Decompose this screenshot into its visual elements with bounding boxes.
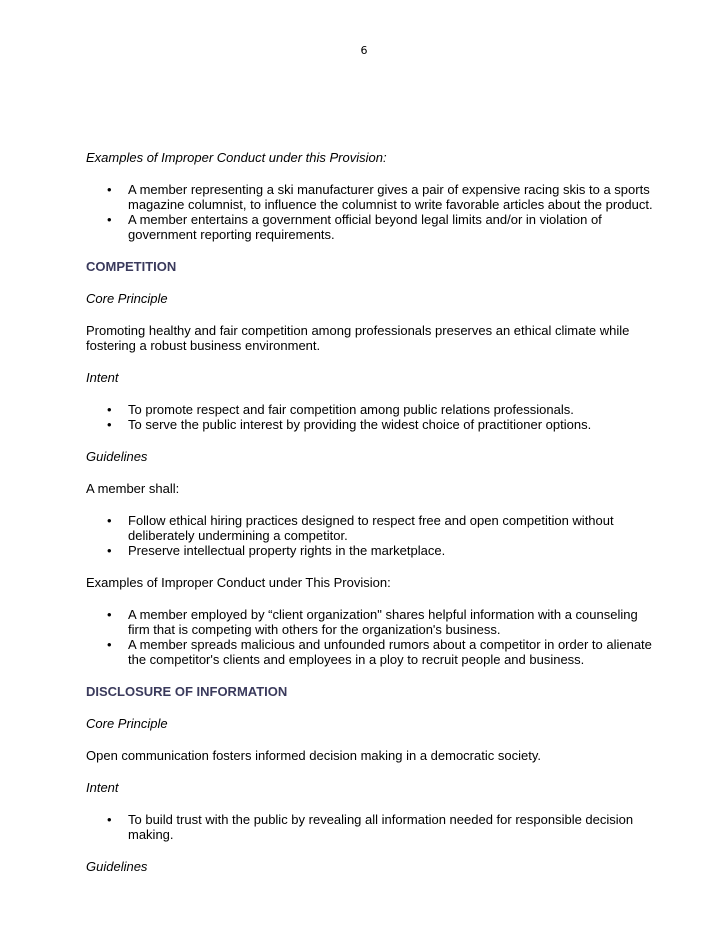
list-item-text: A member employed by “client organization" shares helpful information with a counseling firm that is competing with others for the organization's business. xyxy=(128,607,638,637)
disclosure-intent-list xyxy=(86,812,656,842)
competition-examples-heading: Examples of Improper Conduct under This Provision: xyxy=(86,575,391,590)
competition-intent-label: Intent xyxy=(86,370,119,385)
disclosure-heading: DISCLOSURE OF INFORMATION xyxy=(86,684,288,699)
competition-examples-list xyxy=(86,607,656,667)
list-item xyxy=(107,812,656,842)
competition-heading: COMPETITION xyxy=(86,259,177,274)
list-item-text: A member entertains a government official beyond legal limits and/or in violation of government reporting requirements. xyxy=(128,212,602,242)
list-item xyxy=(107,212,656,242)
bullet-icon: • xyxy=(107,212,112,227)
competition-member-shall: A member shall: xyxy=(86,481,180,496)
list-item xyxy=(107,513,656,543)
prev-examples-heading: Examples of Improper Conduct under this Provision: xyxy=(86,150,387,165)
list-item-text: To promote respect and fair competition among public relations professionals. xyxy=(128,402,574,417)
list-item-text: Follow ethical hiring practices designed to respect free and open competition without deliberately undermining a competitor. xyxy=(128,513,614,543)
disclosure-core-principle-text: Open communication fosters informed decision making in a democratic society. xyxy=(86,748,541,763)
disclosure-core-principle-label: Core Principle xyxy=(86,716,168,731)
bullet-icon: • xyxy=(107,402,112,417)
competition-core-principle-text: Promoting healthy and fair competition among professionals preserves an ethical climate while fostering a robust business environment. xyxy=(86,323,630,353)
competition-intent-list xyxy=(86,402,656,432)
list-item xyxy=(107,417,656,432)
page-number: 6 xyxy=(360,44,368,57)
competition-guidelines-label: Guidelines xyxy=(86,449,148,464)
disclosure-guidelines-label: Guidelines xyxy=(86,859,148,874)
list-item-text: A member spreads malicious and unfounded rumors about a competitor in order to alienate the competitor's clients and employees in a ploy to recruit people and business. xyxy=(128,637,652,667)
bullet-icon: • xyxy=(107,607,112,622)
bullet-icon: • xyxy=(107,513,112,528)
competition-guidelines-list xyxy=(86,513,656,558)
list-item-text: To serve the public interest by providing the widest choice of practitioner options. xyxy=(128,417,592,432)
list-item xyxy=(107,543,656,558)
prev-examples-list xyxy=(86,182,656,242)
bullet-icon: • xyxy=(107,543,112,558)
bullet-icon: • xyxy=(107,182,112,197)
list-item xyxy=(107,402,656,417)
list-item-text: A member representing a ski manufacturer gives a pair of expensive racing skis to a sports magazine columnist, to influence the columnist to write favorable articles about the product. xyxy=(128,182,653,212)
list-item xyxy=(107,182,656,212)
bullet-icon: • xyxy=(107,637,112,652)
disclosure-intent-label: Intent xyxy=(86,780,119,795)
bullet-icon: • xyxy=(107,417,112,432)
bullet-icon: • xyxy=(107,812,112,827)
list-item xyxy=(107,637,656,667)
list-item-text: Preserve intellectual property rights in the marketplace. xyxy=(128,543,446,558)
list-item xyxy=(107,607,656,637)
document-body xyxy=(86,150,656,891)
competition-core-principle-label: Core Principle xyxy=(86,291,168,306)
list-item-text: To build trust with the public by revealing all information needed for responsible decision making. xyxy=(128,812,634,842)
